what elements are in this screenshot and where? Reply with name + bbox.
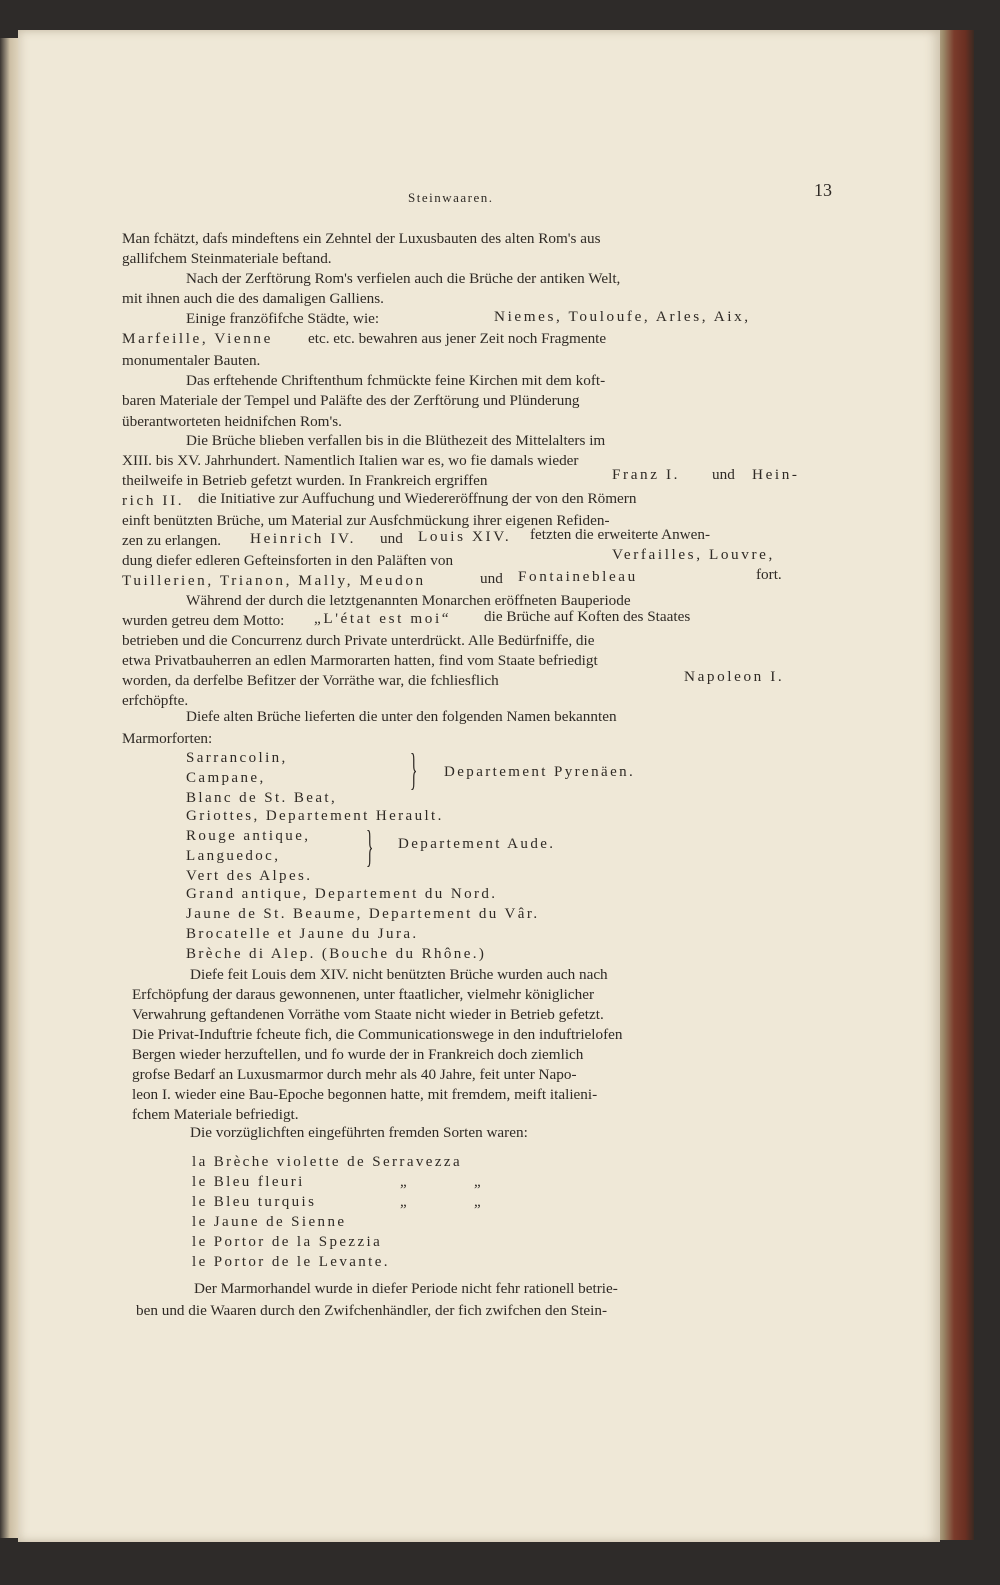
text-line: Verwahrung geftandenen Vorräthe vom Staate nicht wieder in Betrieb gefetzt. [132, 1006, 604, 1023]
motto: „L'état est moi“ [314, 610, 452, 627]
spaced-names: Franz I. [612, 466, 681, 483]
text-line: Man fchätzt, dafs mindeftens ein Zehntel der Luxusbauten des alten Rom's aus [122, 230, 601, 247]
spaced-names: Louis XIV. [418, 528, 512, 545]
text-line: etwa Privatbauherren an edlen Marmorarten hatten, find vom Staate befriedigt [122, 652, 598, 669]
spaced-names: Marfeille, Vienne [122, 330, 273, 347]
text-line: theilweife in Betrieb gefetzt wurden. In Frankreich ergriffen [122, 472, 488, 489]
text-line: etc. etc. bewahren aus jener Zeit noch Fragmente [308, 330, 607, 347]
marble-item: Vert des Alpes. [186, 868, 313, 884]
imported-item: le Portor de la Spezzia [192, 1234, 383, 1250]
marble-item: Griottes, Departement Herault. [186, 808, 444, 824]
text-line: Die Brüche blieben verfallen bis in die Blüthezeit des Mittelalters im [186, 432, 606, 449]
text-line: XIII. bis XV. Jahrhundert. Namentlich Italien war es, wo fie damals wieder [122, 452, 579, 469]
text-line: baren Materiale der Tempel und Paläfte des der Zerftörung und Plünderung [122, 392, 580, 409]
text-line: fort. [756, 566, 782, 583]
marble-item: Sarrancolin, [186, 750, 288, 766]
text-line: leon I. wieder eine Bau-Epoche begonnen hatte, mit fremdem, meift italieni- [132, 1086, 598, 1103]
ditto-mark: „ [400, 1194, 410, 1210]
marble-item: Blanc de St. Beat, [186, 790, 338, 806]
imported-item: le Bleu turquis [192, 1194, 317, 1210]
marble-item: Jaune de St. Beaume, Departement du Vâr. [186, 906, 540, 922]
marble-item: Brèche di Alep. (Bouche du Rhône.) [186, 946, 487, 962]
text-line: worden, da derfelbe Befitzer der Vorräthe war, die fchliesflich [122, 672, 499, 689]
spaced-names: Fontainebleau [518, 568, 638, 585]
running-head: Steinwaaren. [408, 190, 494, 205]
spaced-names: Napoleon I. [684, 668, 785, 685]
text-line: zen zu erlangen. [122, 532, 222, 549]
spaced-names: Tuillerien, Trianon, Mally, Meudon [122, 572, 426, 589]
text-line: fetzten die erweiterte Anwen- [530, 526, 711, 543]
text-line: erfchöpfte. [122, 692, 189, 709]
text-line: monumentaler Bauten. [122, 352, 261, 369]
spaced-names: rich II. [122, 492, 185, 509]
text-line: Die Privat-Induftrie fcheute fich, die Communicationswege in den induftrielofen [132, 1026, 623, 1043]
text-line: Das erftehende Chriftenthum fchmückte feine Kirchen mit dem koft- [186, 372, 606, 389]
text-line: die Initiative zur Auffuchung und Wiedereröffnung der von den Römern [198, 490, 637, 507]
marble-item: Languedoc, [186, 848, 281, 864]
text-line: grofse Bedarf an Luxusmarmor durch mehr als 40 Jahre, feit unter Napo- [132, 1066, 577, 1083]
brace-icon: } [410, 745, 418, 794]
text-line: ben und die Waaren durch den Zwifchenhändler, der fich zwifchen den Stein- [136, 1302, 608, 1319]
text-line: Diefe feit Louis dem XIV. nicht benützten Brüche wurden auch nach [190, 966, 608, 983]
ditto-mark: „ [474, 1174, 484, 1190]
spaced-names: Verfailles, Louvre, [612, 546, 775, 563]
marble-item: Grand antique, Departement du Nord. [186, 886, 498, 902]
text-line: Erfchöpfung der daraus gewonnenen, unter ftaatlicher, vielmehr königlicher [132, 986, 595, 1003]
department-label: Departement Pyrenäen. [444, 764, 636, 780]
text-line: die Brüche auf Koften des Staates [484, 608, 691, 625]
text-line: und [480, 570, 503, 587]
spaced-names: Hein- [752, 466, 800, 483]
marble-item: Brocatelle et Jaune du Jura. [186, 926, 419, 942]
text-line: Einige franzöfifche Städte, wie: [186, 310, 380, 327]
text-line: gallifchem Steinmateriale beftand. [122, 250, 332, 267]
ditto-mark: „ [400, 1174, 410, 1190]
text-line: einft benützten Brüche, um Material zur Ausfchmückung ihrer eigenen Refiden- [122, 512, 610, 529]
text-line: mit ihnen auch die des damaligen Galliens. [122, 290, 384, 307]
spaced-names: Heinrich IV. [250, 530, 356, 547]
text-line: Nach der Zerftörung Rom's verfielen auch die Brüche der antiken Welt, [186, 270, 621, 287]
text-line: betrieben und die Concurrenz durch Private unterdrückt. Alle Bedürfniffe, die [122, 632, 595, 649]
text-line: Diefe alten Brüche lieferten die unter den folgenden Namen bekannten [186, 708, 617, 725]
imported-item: le Bleu fleuri [192, 1174, 305, 1190]
text-line: und [712, 466, 735, 483]
department-label: Departement Aude. [398, 836, 556, 852]
text-line: Die vorzüglichften eingeführten fremden Sorten waren: [190, 1124, 528, 1141]
marble-item: Campane, [186, 770, 266, 786]
text-line: überantworteten heidnifchen Rom's. [122, 413, 342, 430]
text-line: Der Marmorhandel wurde in diefer Periode nicht fehr rationell betrie- [194, 1280, 618, 1297]
imported-item: le Jaune de Sienne [192, 1214, 347, 1230]
text-line: und [380, 530, 403, 547]
text-line: fchem Materiale befriedigt. [132, 1106, 299, 1123]
marble-item: Rouge antique, [186, 828, 311, 844]
imported-item: le Portor de le Levante. [192, 1254, 390, 1270]
spaced-names: Niemes, Touloufe, Arles, Aix, [494, 308, 751, 325]
text-line: Bergen wieder herzuftellen, und fo wurde der in Frankreich doch ziemlich [132, 1046, 584, 1063]
brace-icon: } [366, 822, 374, 871]
page-number: 13 [814, 180, 832, 200]
text-line: Marmorforten: [122, 730, 213, 747]
text-line: wurden getreu dem Motto: [122, 612, 285, 629]
ditto-mark: „ [474, 1194, 484, 1210]
imported-item: la Brèche violette de Serravezza [192, 1154, 463, 1170]
text-line: Während der durch die letztgenannten Monarchen eröffneten Bauperiode [186, 592, 631, 609]
text-line: dung diefer edleren Gefteinsforten in den Paläften von [122, 552, 454, 569]
